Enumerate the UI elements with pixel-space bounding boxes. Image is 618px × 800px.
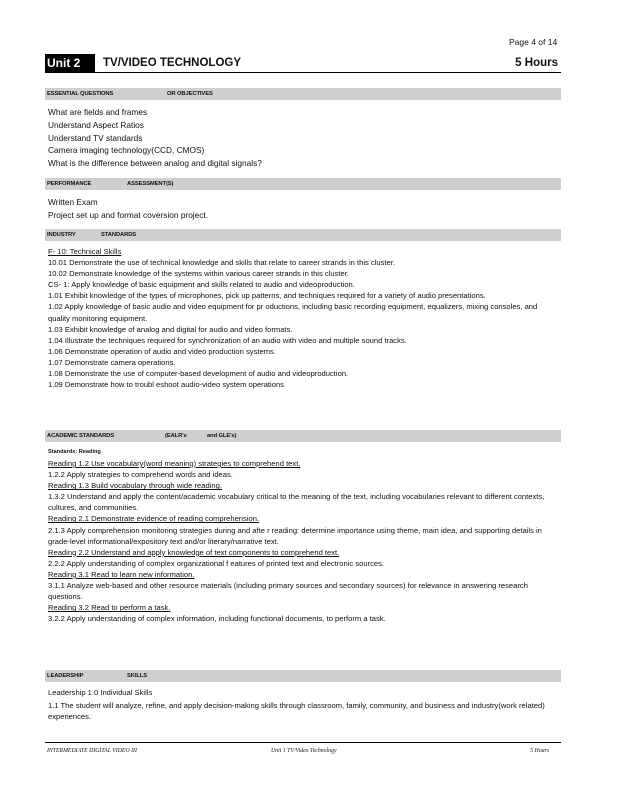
- list-item: 1.1 The student will analyze, refine, and apply decision-making skills through classroom, family, community, and business and industry(work related) experiences.: [48, 701, 545, 722]
- heading-text: and GLE's): [207, 433, 237, 439]
- list-item: Understand Aspect Ratios: [48, 119, 144, 130]
- list-item: Written Exam: [48, 197, 98, 207]
- list-item: Project set up and format coversion project.: [48, 209, 209, 220]
- list-item: Reading 1.3 Build vocabulary through wide reading.: [48, 481, 222, 491]
- leadership-list: [48, 687, 556, 722]
- page-footer: [45, 742, 561, 759]
- list-item: 3.2.2 Apply understanding of complex information, including functional documents, to perform a task.: [48, 614, 386, 624]
- list-item: Camera imaging technology(CCD, CMOS): [48, 145, 205, 156]
- list-item: Reading 1.2 Use vocabulary(word meaning) strategies to comprehend text.: [48, 459, 301, 468]
- section-heading-performance: [45, 178, 561, 190]
- list-item: 10.02 Demonstrate knowledge of the systems within various career strands in this cluster.: [48, 269, 349, 279]
- footer-unit: Unit 1 TV/Video Technology: [271, 748, 337, 754]
- heading-text: ACADEMIC STANDARDS: [47, 433, 115, 439]
- heading-text: ASSESSMENT(S): [127, 181, 174, 187]
- list-item: 10.01 Demonstrate the use of technical knowledge and skills that relate to career strands in this cluster.: [48, 258, 395, 268]
- list-item: 3.1.1 Analyze web-based and other resource materials (including primary sources and secondary sources) for relevance in answering research questions.: [48, 581, 528, 602]
- heading-text: STANDARDS: [101, 232, 137, 238]
- list-item: Reading 2.1 Demonstrate evidence of reading comprehension.: [48, 514, 260, 524]
- list-item: 1.09 Demonstrate how to troubl eshoot audio-video system operations: [48, 380, 284, 390]
- list-item: 1.06 Demonstrate operation of audio and video production systems.: [48, 346, 276, 356]
- heading-text: ESSENTIAL QUESTIONS: [47, 91, 114, 97]
- section-heading-academic: [45, 430, 561, 442]
- list-item: 1.01 Exhibit knowledge of the types of microphones, pick up patterns, and techniques required for a variety of audio presentations.: [48, 291, 486, 301]
- list-item: 1.03 Exhibit knowledge of analog and digital for audio and video formats.: [48, 324, 293, 334]
- unit-hours: 5 Hours: [515, 57, 558, 69]
- list-item: Reading 3.2 Read to perform a task.: [48, 603, 171, 613]
- essential-list: [48, 106, 556, 170]
- list-item: What is the difference between analog and digital signals?: [48, 158, 262, 169]
- page-number: Page 4 of 14: [509, 37, 558, 47]
- heading-text: SKILLS: [127, 673, 148, 679]
- list-item: CS- 1: Apply knowledge of basic equipment and skills related to audio and videoproduction.: [48, 280, 355, 290]
- list-item: 1.2.2 Apply strategies to comprehend words and ideas.: [48, 470, 233, 480]
- heading-text: INDUSTRY: [47, 232, 76, 238]
- list-item: Reading 2.2 Understand and apply knowledge of text components to comprehend text.: [48, 547, 340, 557]
- footer-course: INTERMEDIATE DIGITAL VIDEO III: [47, 748, 137, 754]
- list-item: 1.3.2 Understand and apply the content/academic vocabulary critical to the meaning of the text, including vocabularies relevant to different contexts, cultures, and communities.: [48, 492, 545, 513]
- unit-header: [45, 54, 561, 73]
- heading-text: (EALR's: [165, 433, 187, 439]
- heading-text: PERFORMANCE: [47, 181, 92, 187]
- list-item: 2.2.2 Apply understanding of complex organizational f eatures of printed text and electronic sources.: [48, 558, 385, 568]
- list-item: 1.08 Demonstrate the use of computer-based development of audio and videoproduction.: [48, 369, 349, 379]
- industry-list: [48, 246, 556, 390]
- academic-list: [48, 447, 556, 624]
- sub-label: Standards: Reading: [48, 449, 101, 455]
- section-heading-essential: [45, 88, 561, 100]
- list-item: What are fields and frames: [48, 107, 148, 117]
- heading-text: LEADERSHIP: [47, 673, 84, 679]
- section-heading-leadership: [45, 670, 561, 682]
- list-item: Understand TV standards: [48, 132, 143, 143]
- list-item: 1.02 Apply knowledge of basic audio and video equipment for pr oductions, including basic recording equipment, equalizers, mixing consoles, and quality monitoring equipment.: [48, 302, 538, 323]
- list-item: 1.07 Demonstrate camera operations.: [48, 357, 176, 367]
- footer-hours: 5 Hours: [530, 748, 549, 754]
- list-item: 2.1.3 Apply comprehension monitoring strategies during and afte r reading: determine importance using theme, main idea, and supporting details in grade-level informational/expository text and/or literary/narrative text.: [48, 525, 542, 546]
- list-item: Reading 3.1 Read to learn new information.: [48, 569, 195, 579]
- unit-title: TV/VIDEO TECHNOLOGY: [103, 57, 242, 69]
- list-item: F- 10: Technical Skills: [48, 247, 122, 256]
- section-heading-industry: [45, 229, 561, 241]
- list-item: 1.04 Illustrate the techniques required for synchronization of an audio with video and multiple sound tracks.: [48, 335, 407, 345]
- performance-list: [48, 196, 556, 222]
- list-item: Leadership 1.0 Individual Skills: [48, 688, 153, 697]
- unit-label: Unit 2: [45, 54, 95, 72]
- heading-text: OR OBJECTIVES: [167, 91, 213, 97]
